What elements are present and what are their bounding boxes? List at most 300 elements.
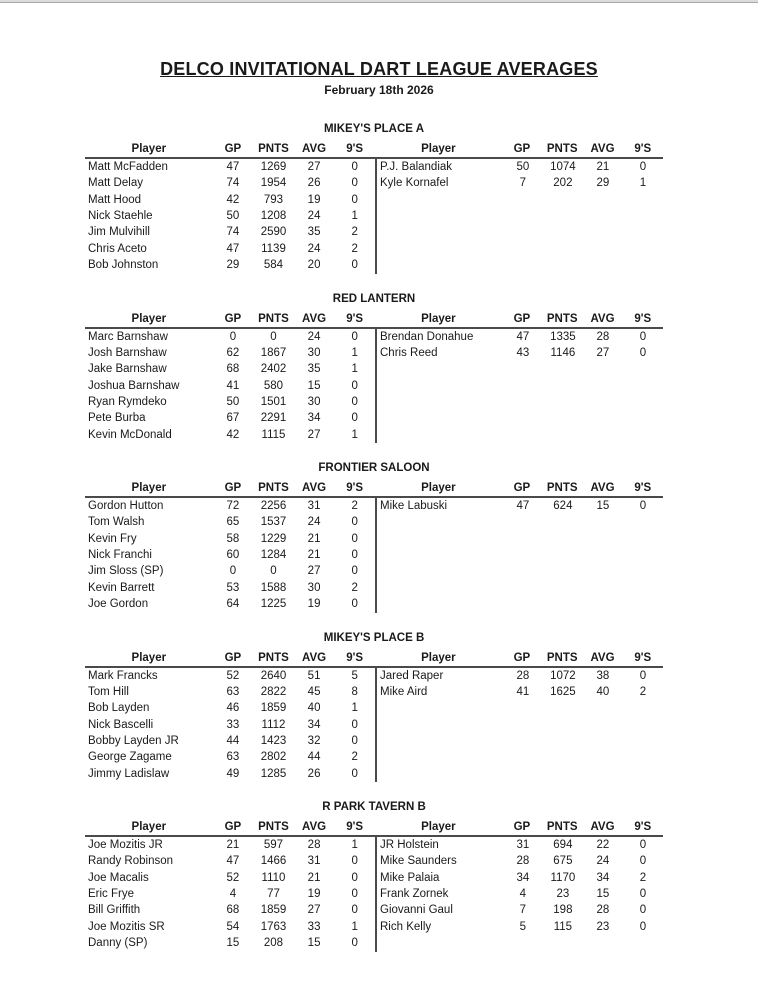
player-name: Kevin McDonald xyxy=(88,428,172,441)
stat-value: 0 xyxy=(351,937,358,950)
player-row xyxy=(377,345,663,361)
table-header-row xyxy=(85,646,375,668)
stat-value: 28 xyxy=(516,855,530,868)
column-header: PNTS xyxy=(258,143,289,155)
stat-value: 65 xyxy=(226,516,240,529)
stat-value: 21 xyxy=(307,532,321,545)
player-row xyxy=(85,361,375,377)
player-name: Chris Aceto xyxy=(88,242,147,255)
table-header-row xyxy=(85,476,375,498)
stat-value: 1 xyxy=(351,920,358,933)
player-row xyxy=(85,902,375,918)
player-name: Bob Layden xyxy=(88,702,150,715)
column-header: PNTS xyxy=(546,651,578,664)
league-section xyxy=(85,121,663,274)
column-header: Player xyxy=(421,821,456,833)
stat-value: 41 xyxy=(516,685,530,698)
player-name: Brendan Donahue xyxy=(380,330,474,343)
stat-value: 27 xyxy=(307,161,321,173)
stat-value: 0 xyxy=(639,839,647,851)
player-row xyxy=(85,563,375,579)
league-section xyxy=(85,460,663,613)
stat-value: 1501 xyxy=(260,395,287,408)
stat-value: 2 xyxy=(351,500,358,512)
stat-value: 1 xyxy=(639,177,647,190)
right-table xyxy=(375,137,663,274)
stat-value: 21 xyxy=(226,839,240,851)
stat-value: 208 xyxy=(263,937,284,950)
player-row xyxy=(85,547,375,563)
stat-value: 15 xyxy=(596,888,610,901)
stat-value: 1 xyxy=(351,363,358,376)
stat-value: 0 xyxy=(639,904,647,917)
stat-value: 0 xyxy=(351,598,358,611)
stat-value: 34 xyxy=(516,871,530,884)
table-rows xyxy=(375,668,663,783)
stat-value: 31 xyxy=(307,855,321,868)
column-header: 9'S xyxy=(346,651,364,664)
section-title: RED LANTERN xyxy=(332,292,416,305)
table-header-row xyxy=(85,307,375,329)
player-name: Danny (SP) xyxy=(88,937,148,950)
player-row xyxy=(85,427,375,443)
stat-value: 58 xyxy=(226,532,240,545)
player-row xyxy=(85,935,375,951)
player-name: Eric Frye xyxy=(88,888,134,901)
player-name: Gordon Hutton xyxy=(88,500,164,512)
stat-value: 0 xyxy=(351,855,358,868)
player-row xyxy=(377,886,663,902)
stat-value: 1 xyxy=(351,428,358,441)
column-header: 9'S xyxy=(346,143,364,155)
stat-value: 1072 xyxy=(550,669,576,682)
player-name: Bobby Layden JR xyxy=(88,734,179,747)
stat-value: 51 xyxy=(307,669,321,682)
stat-value: 24 xyxy=(307,242,321,255)
stat-value: 0 xyxy=(351,395,358,408)
left-table xyxy=(85,476,375,613)
stat-value: 0 xyxy=(351,193,358,206)
stat-value: 35 xyxy=(307,363,321,376)
stat-value: 27 xyxy=(307,565,321,578)
stat-value: 29 xyxy=(226,259,240,272)
league-section xyxy=(85,799,663,952)
player-row xyxy=(85,531,375,547)
column-header: 9'S xyxy=(346,312,364,325)
stat-value: 26 xyxy=(307,767,321,780)
stat-value: 198 xyxy=(553,904,573,917)
column-header: Player xyxy=(131,312,167,325)
column-header: GP xyxy=(513,821,531,833)
section-title: MIKEY'S PLACE B xyxy=(323,631,425,644)
stat-value: 50 xyxy=(516,161,530,173)
section-title: R PARK TAVERN B xyxy=(322,801,426,813)
player-row xyxy=(85,175,375,191)
table-rows xyxy=(85,329,375,444)
stat-value: 4 xyxy=(229,888,237,901)
stat-value: 2256 xyxy=(260,500,287,512)
league-section xyxy=(85,630,663,783)
left-table xyxy=(85,815,375,952)
player-row xyxy=(85,749,375,765)
player-row xyxy=(85,668,375,684)
stat-value: 24 xyxy=(307,330,321,343)
player-name: Jim Mulvihill xyxy=(88,226,150,239)
player-name: Joe Gordon xyxy=(88,598,149,611)
player-name: Jake Barnshaw xyxy=(88,363,167,376)
document-page xyxy=(0,3,758,952)
player-name: Tom Hill xyxy=(88,685,129,698)
stat-value: 1423 xyxy=(260,734,287,747)
stat-value: 0 xyxy=(639,888,647,901)
column-header: 9'S xyxy=(634,651,652,664)
section-title: MIKEY'S PLACE A xyxy=(323,123,425,135)
column-header: GP xyxy=(224,143,242,155)
column-header: GP xyxy=(224,312,242,325)
column-header: Player xyxy=(421,482,456,494)
stat-value: 27 xyxy=(596,346,610,359)
player-name: Pete Burba xyxy=(88,412,146,425)
player-name: Kevin Barrett xyxy=(88,581,155,594)
player-row xyxy=(85,684,375,700)
column-header: Player xyxy=(421,312,456,325)
column-header: AVG xyxy=(590,312,615,325)
stat-value: 54 xyxy=(226,920,240,933)
stat-value: 1112 xyxy=(261,718,286,731)
stat-value: 7 xyxy=(519,177,527,190)
stat-value: 46 xyxy=(226,702,240,715)
stat-value: 2 xyxy=(351,751,358,764)
column-header: PNTS xyxy=(546,312,578,325)
stat-value: 2 xyxy=(639,871,647,884)
stat-value: 63 xyxy=(226,685,240,698)
stat-value: 0 xyxy=(351,412,358,425)
column-header: PNTS xyxy=(258,651,289,664)
stat-value: 1867 xyxy=(260,346,287,359)
stat-value: 1139 xyxy=(261,242,286,255)
player-name: Josh Barnshaw xyxy=(88,346,167,359)
player-name: Giovanni Gaul xyxy=(380,904,453,917)
player-row xyxy=(85,837,375,853)
stat-value: 8 xyxy=(351,685,358,698)
stat-value: 0 xyxy=(639,855,647,868)
stat-value: 19 xyxy=(307,193,321,206)
player-row xyxy=(85,159,375,175)
stat-value: 47 xyxy=(226,242,240,255)
stat-value: 24 xyxy=(307,516,321,529)
player-row xyxy=(85,514,375,530)
stat-value: 1537 xyxy=(260,516,287,529)
column-header: Player xyxy=(131,651,167,664)
right-table xyxy=(375,815,663,952)
stat-value: 1625 xyxy=(550,685,576,698)
stat-value: 0 xyxy=(351,718,358,731)
stat-value: 1285 xyxy=(260,767,287,780)
stat-value: 28 xyxy=(596,330,610,343)
stat-value: 32 xyxy=(307,734,321,747)
stat-value: 1588 xyxy=(260,581,287,594)
stat-value: 34 xyxy=(307,412,321,425)
column-header: 9'S xyxy=(634,312,652,325)
player-row xyxy=(85,498,375,514)
stat-value: 1229 xyxy=(260,532,287,545)
player-name: Matt McFadden xyxy=(88,161,168,173)
stat-value: 0 xyxy=(351,259,358,272)
stat-value: 47 xyxy=(516,330,530,343)
stat-value: 1115 xyxy=(261,428,286,441)
stat-value: 580 xyxy=(263,379,284,392)
player-row xyxy=(85,329,375,345)
column-header: AVG xyxy=(302,143,327,155)
stat-value: 0 xyxy=(270,565,277,578)
stat-value: 44 xyxy=(307,751,321,764)
stat-value: 694 xyxy=(553,839,573,851)
column-header: PNTS xyxy=(546,482,578,494)
column-header: GP xyxy=(224,482,242,494)
stat-value: 7 xyxy=(519,904,527,917)
table-rows xyxy=(375,329,663,444)
player-name: Rich Kelly xyxy=(380,920,432,933)
stat-value: 34 xyxy=(307,718,321,731)
player-row xyxy=(377,870,663,886)
table-rows xyxy=(85,668,375,783)
player-row xyxy=(85,241,375,257)
stat-value: 5 xyxy=(519,920,527,933)
column-header: 9'S xyxy=(634,821,652,833)
stat-value: 22 xyxy=(596,839,610,851)
player-name: George Zagame xyxy=(88,751,172,764)
column-header: 9'S xyxy=(634,482,652,494)
stat-value: 23 xyxy=(596,920,610,933)
column-header: AVG xyxy=(302,312,327,325)
section-tables xyxy=(85,137,663,274)
stat-value: 1763 xyxy=(260,920,287,933)
stat-value: 624 xyxy=(553,500,573,512)
stat-value: 0 xyxy=(351,516,358,529)
column-header: GP xyxy=(513,482,531,494)
stat-value: 1859 xyxy=(260,702,287,715)
section-tables xyxy=(85,815,663,952)
stat-value: 0 xyxy=(351,565,358,578)
player-name: Matt Hood xyxy=(88,193,142,206)
stat-value: 0 xyxy=(229,330,237,343)
stat-value: 52 xyxy=(226,669,240,682)
stat-value: 0 xyxy=(351,549,358,562)
stat-value: 15 xyxy=(307,937,321,950)
stat-value: 1954 xyxy=(260,177,287,190)
stat-value: 50 xyxy=(226,210,240,223)
stat-value: 62 xyxy=(226,346,240,359)
stat-value: 50 xyxy=(226,395,240,408)
column-header: 9'S xyxy=(346,821,364,833)
stat-value: 30 xyxy=(307,346,321,359)
player-name: Kevin Fry xyxy=(88,532,137,545)
stat-value: 49 xyxy=(226,767,240,780)
stat-value: 64 xyxy=(226,598,240,611)
player-name: Bill Griffith xyxy=(88,904,141,917)
stat-value: 2640 xyxy=(260,669,287,682)
left-table xyxy=(85,137,375,274)
player-name: Joshua Barnshaw xyxy=(88,379,180,392)
stat-value: 42 xyxy=(226,428,240,441)
stat-value: 1 xyxy=(351,346,358,359)
stat-value: 0 xyxy=(229,565,237,578)
player-name: Nick Bascelli xyxy=(88,718,154,731)
player-name: Joe Mozitis JR xyxy=(88,839,163,851)
player-name: Joe Macalis xyxy=(88,871,149,884)
stat-value: 115 xyxy=(553,920,573,933)
stat-value: 1335 xyxy=(550,330,576,343)
player-name: Mike Labuski xyxy=(380,500,448,512)
column-header: PNTS xyxy=(258,312,289,325)
stat-value: 43 xyxy=(516,346,530,359)
column-header: GP xyxy=(224,821,242,833)
player-row xyxy=(85,192,375,208)
stat-value: 1110 xyxy=(261,871,286,884)
stat-value: 0 xyxy=(351,734,358,747)
player-name: Mark Francks xyxy=(88,669,158,682)
player-row xyxy=(85,257,375,273)
stat-value: 15 xyxy=(596,500,610,512)
stat-value: 202 xyxy=(553,177,573,190)
column-header: AVG xyxy=(302,651,327,664)
player-name: Kyle Kornafel xyxy=(380,177,449,190)
player-name: Tom Walsh xyxy=(88,516,145,529)
player-name: Ryan Rymdeko xyxy=(88,395,167,408)
stat-value: 15 xyxy=(307,379,321,392)
player-row xyxy=(85,853,375,869)
stat-value: 77 xyxy=(267,888,280,901)
column-header: GP xyxy=(513,312,531,325)
stat-value: 0 xyxy=(351,161,358,173)
column-header: Player xyxy=(421,651,456,664)
stat-value: 4 xyxy=(519,888,527,901)
stat-value: 31 xyxy=(307,500,321,512)
table-rows xyxy=(85,159,375,274)
stat-value: 0 xyxy=(270,330,277,343)
stat-value: 19 xyxy=(307,598,321,611)
stat-value: 67 xyxy=(226,412,240,425)
player-row xyxy=(85,345,375,361)
stat-value: 28 xyxy=(596,904,610,917)
stat-value: 0 xyxy=(351,767,358,780)
column-header: AVG xyxy=(590,482,615,494)
league-sections xyxy=(85,121,663,952)
stat-value: 26 xyxy=(307,177,321,190)
stat-value: 47 xyxy=(226,855,240,868)
player-row xyxy=(85,224,375,240)
left-table xyxy=(85,646,375,783)
player-name: Matt Delay xyxy=(88,177,143,190)
stat-value: 35 xyxy=(307,226,321,239)
stat-value: 30 xyxy=(307,395,321,408)
column-header: PNTS xyxy=(258,821,289,833)
stat-value: 21 xyxy=(307,549,321,562)
column-header: AVG xyxy=(590,821,615,833)
column-header: GP xyxy=(513,143,531,155)
player-row xyxy=(85,870,375,886)
column-header: PNTS xyxy=(258,482,289,494)
section-tables xyxy=(85,646,663,783)
stat-value: 41 xyxy=(226,379,240,392)
table-header-row xyxy=(375,137,663,159)
table-header-row xyxy=(375,646,663,668)
stat-value: 793 xyxy=(263,193,284,206)
section-title: FRONTIER SALOON xyxy=(318,462,430,474)
table-header-row xyxy=(85,815,375,837)
stat-value: 0 xyxy=(351,330,358,343)
stat-value: 33 xyxy=(226,718,240,731)
player-row xyxy=(85,410,375,426)
stat-value: 19 xyxy=(307,888,321,901)
player-row xyxy=(85,766,375,782)
column-header: Player xyxy=(131,482,167,494)
stat-value: 44 xyxy=(226,734,240,747)
stat-value: 1146 xyxy=(550,346,576,359)
player-row xyxy=(85,394,375,410)
stat-value: 34 xyxy=(596,871,610,884)
stat-value: 1208 xyxy=(260,210,287,223)
stat-value: 45 xyxy=(307,685,321,698)
stat-value: 2402 xyxy=(260,363,287,376)
player-name: Bob Johnston xyxy=(88,259,159,272)
stat-value: 74 xyxy=(226,177,240,190)
player-row xyxy=(85,580,375,596)
stat-value: 68 xyxy=(226,363,240,376)
right-table xyxy=(375,476,663,613)
player-row xyxy=(377,668,663,684)
player-name: Randy Robinson xyxy=(88,855,174,868)
stat-value: 2822 xyxy=(260,685,287,698)
stat-value: 27 xyxy=(307,904,321,917)
page-subtitle: February 18th 2026 xyxy=(324,83,434,97)
stat-value: 1 xyxy=(351,210,358,223)
stat-value: 24 xyxy=(596,855,610,868)
stat-value: 0 xyxy=(639,669,647,682)
stat-value: 47 xyxy=(516,500,530,512)
player-name: Jared Raper xyxy=(380,669,444,682)
player-row xyxy=(85,700,375,716)
player-name: JR Holstein xyxy=(380,839,439,851)
stat-value: 1859 xyxy=(260,904,287,917)
stat-value: 21 xyxy=(596,161,610,173)
stat-value: 0 xyxy=(639,346,647,359)
table-header-row xyxy=(375,307,663,329)
player-row xyxy=(85,378,375,394)
right-table xyxy=(375,307,663,444)
player-row xyxy=(377,853,663,869)
column-header: GP xyxy=(513,651,531,664)
player-row xyxy=(377,159,663,175)
stat-value: 30 xyxy=(307,581,321,594)
stat-value: 72 xyxy=(226,500,240,512)
column-header: Player xyxy=(131,821,167,833)
right-table xyxy=(375,646,663,783)
section-tables xyxy=(85,476,663,613)
stat-value: 0 xyxy=(639,330,647,343)
stat-value: 31 xyxy=(516,839,530,851)
player-row xyxy=(377,498,663,514)
stat-value: 38 xyxy=(596,669,610,682)
stat-value: 24 xyxy=(307,210,321,223)
page-title: DELCO INVITATIONAL DART LEAGUE AVERAGES xyxy=(160,59,598,79)
column-header: Player xyxy=(131,143,167,155)
stat-value: 15 xyxy=(226,937,240,950)
player-name: P.J. Balandiak xyxy=(380,161,453,173)
player-name: Nick Franchi xyxy=(88,549,152,562)
stat-value: 2802 xyxy=(260,751,287,764)
player-row xyxy=(377,684,663,700)
